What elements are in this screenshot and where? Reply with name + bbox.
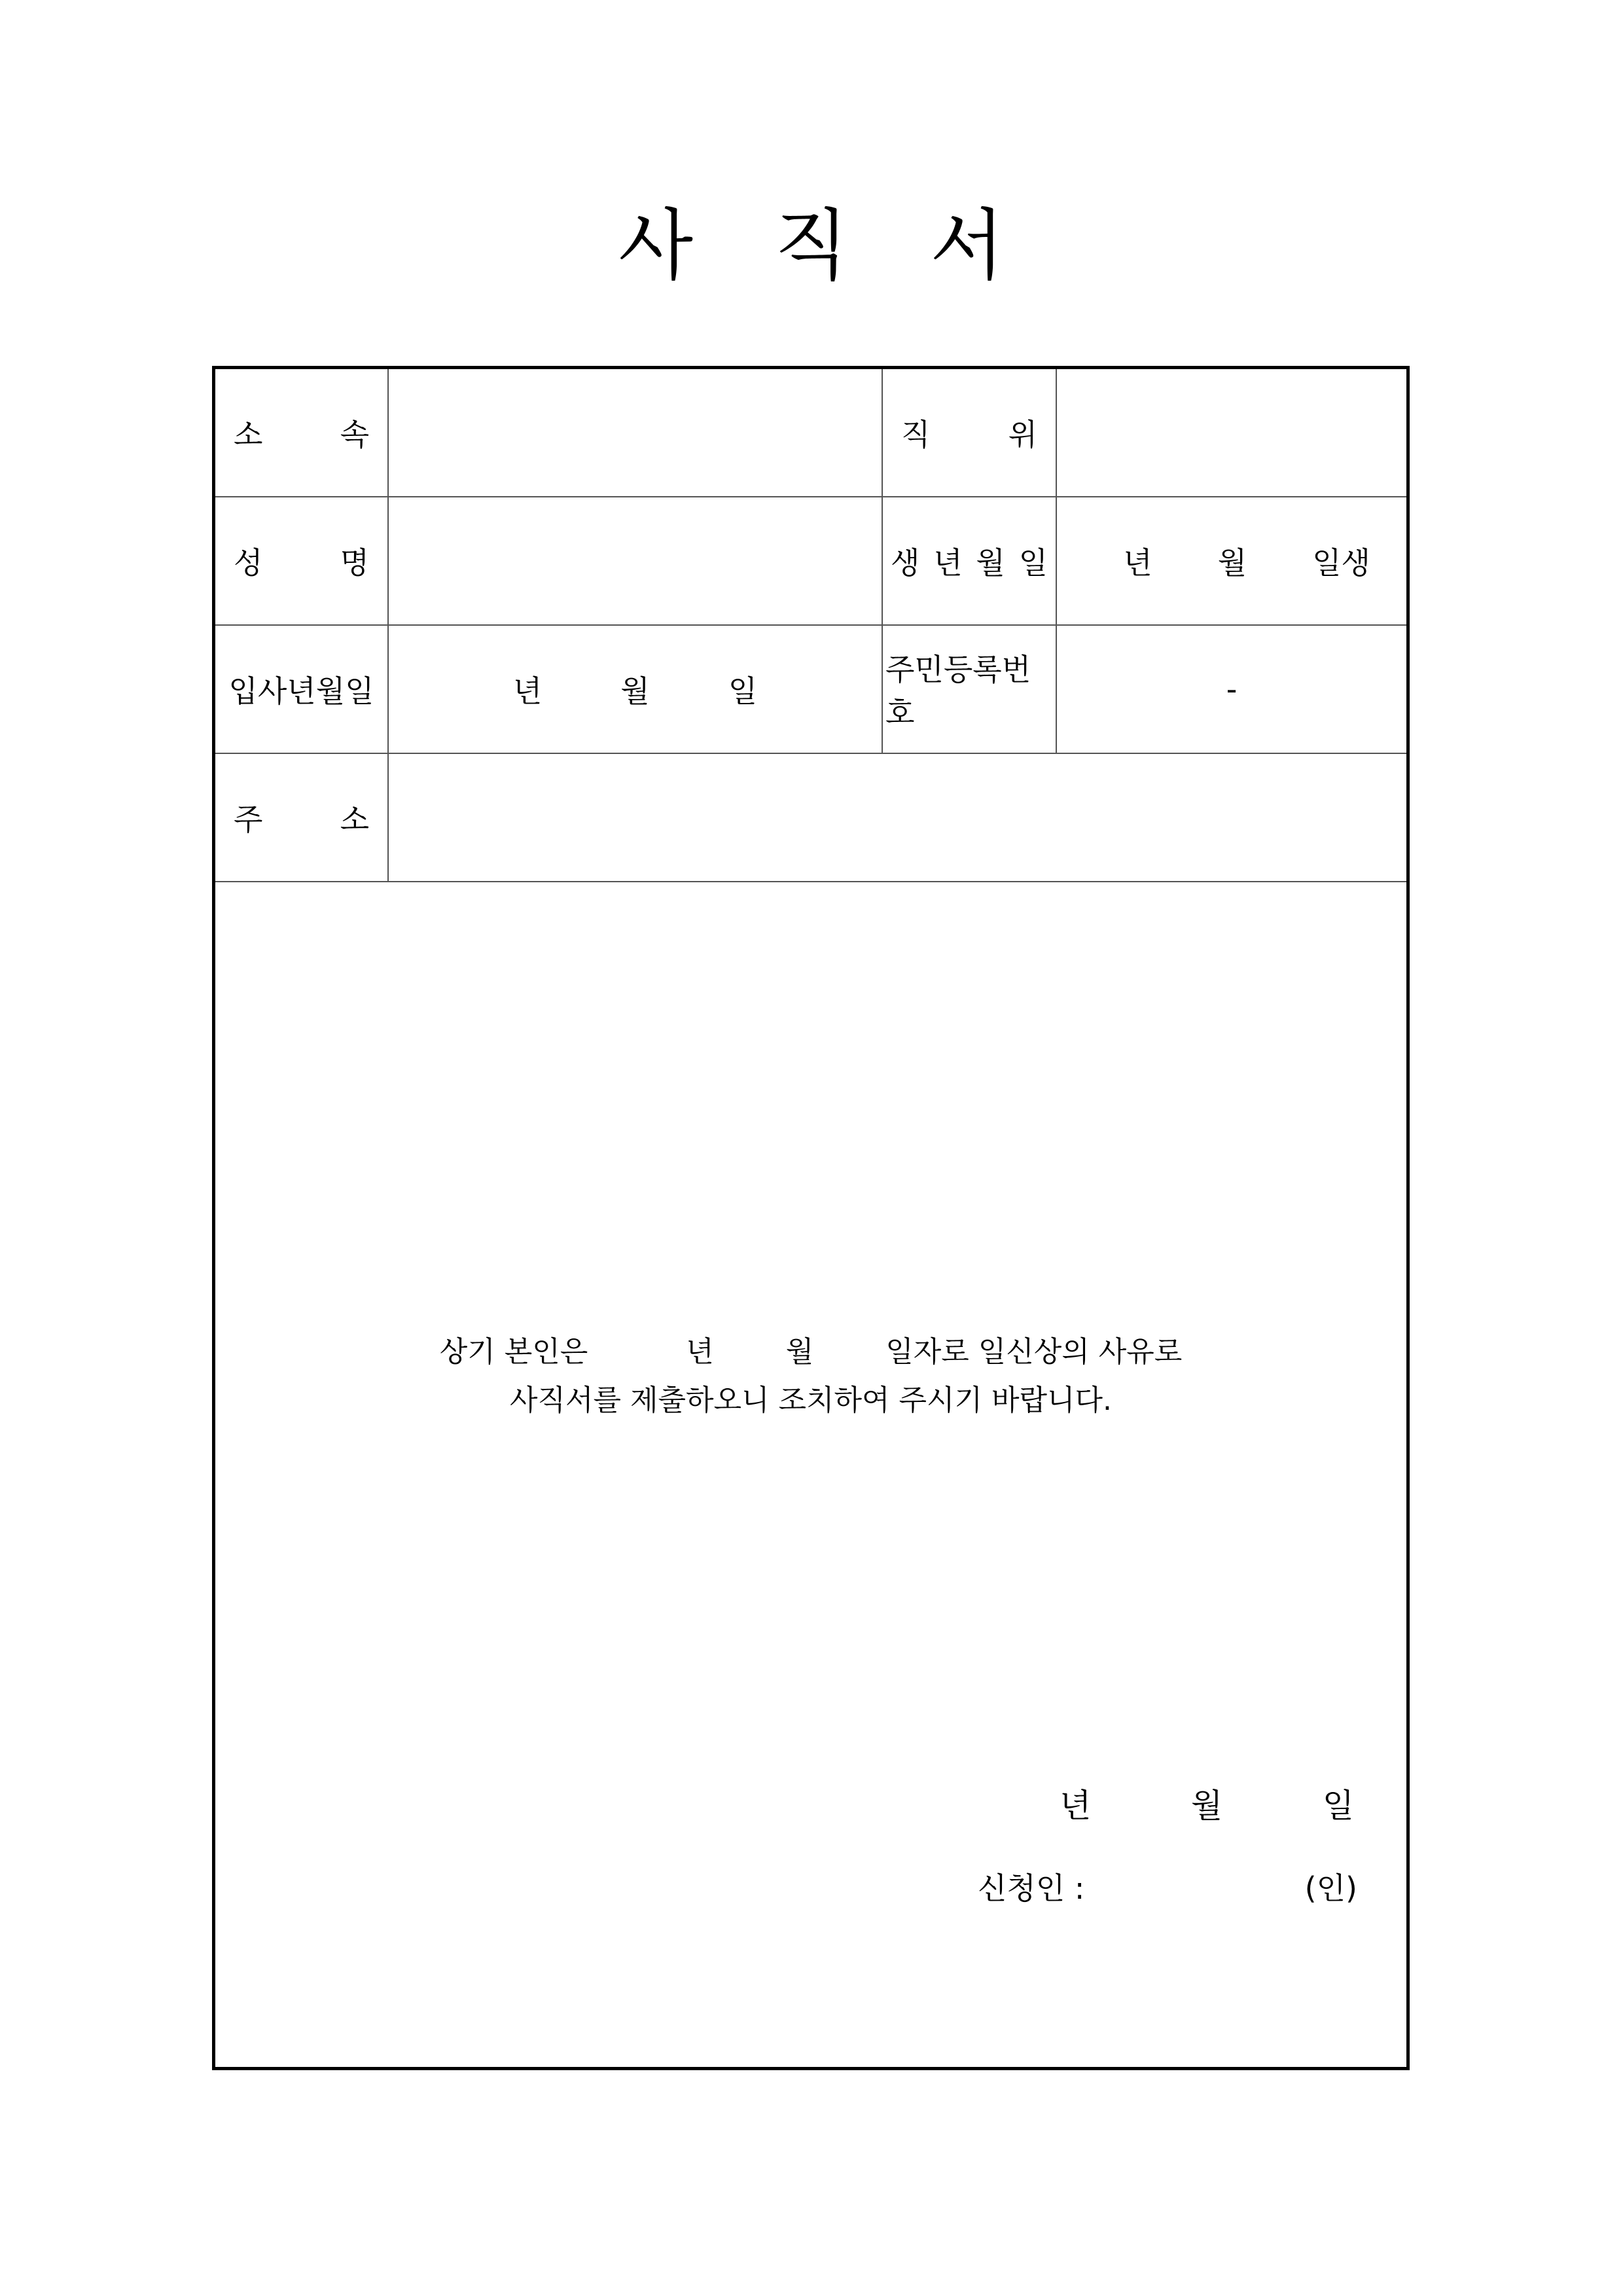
- position-field[interactable]: [1056, 369, 1406, 497]
- title-char: 직: [774, 200, 849, 291]
- name-label: 성 명: [215, 497, 388, 625]
- name-field[interactable]: [388, 497, 882, 625]
- hire-date-field[interactable]: 년 월 일: [388, 625, 882, 753]
- statement-line-1: 상기 본인은 년 월 일자로 일신상의 사유로: [439, 1335, 1183, 1369]
- affiliation-label: 소 속: [215, 369, 388, 497]
- table-row: [215, 497, 1406, 625]
- seal-mark: (인): [1304, 1871, 1357, 1906]
- address-field[interactable]: [388, 753, 1406, 882]
- title-char: 사: [618, 200, 693, 291]
- document-title: [0, 193, 1623, 298]
- applicant-signature: [978, 1865, 1357, 1908]
- signature-date: 년 월 일: [1060, 1787, 1354, 1825]
- birth-label: 생 년 월 일: [882, 497, 1056, 625]
- resignation-statement: [215, 1328, 1406, 1425]
- address-label: 주 소: [215, 753, 388, 882]
- form-frame: [212, 366, 1410, 2070]
- table-row: [215, 369, 1406, 497]
- hire-date-label: 입사년월일: [215, 625, 388, 753]
- resident-number-field[interactable]: -: [1056, 625, 1406, 753]
- title-char: 서: [930, 200, 1005, 291]
- birth-field[interactable]: 년 월 일생: [1056, 497, 1406, 625]
- affiliation-field[interactable]: [388, 369, 882, 497]
- applicant-label: 신청인 :: [978, 1871, 1085, 1906]
- table-row: [215, 625, 1406, 753]
- table-row: [215, 753, 1406, 882]
- statement-line-2: 사직서를 제출하오니 조치하여 주시기 바랍니다.: [509, 1384, 1112, 1417]
- info-table: [215, 369, 1406, 882]
- resident-number-label: 주민등록번호: [882, 625, 1056, 753]
- position-label: 직 위: [882, 369, 1056, 497]
